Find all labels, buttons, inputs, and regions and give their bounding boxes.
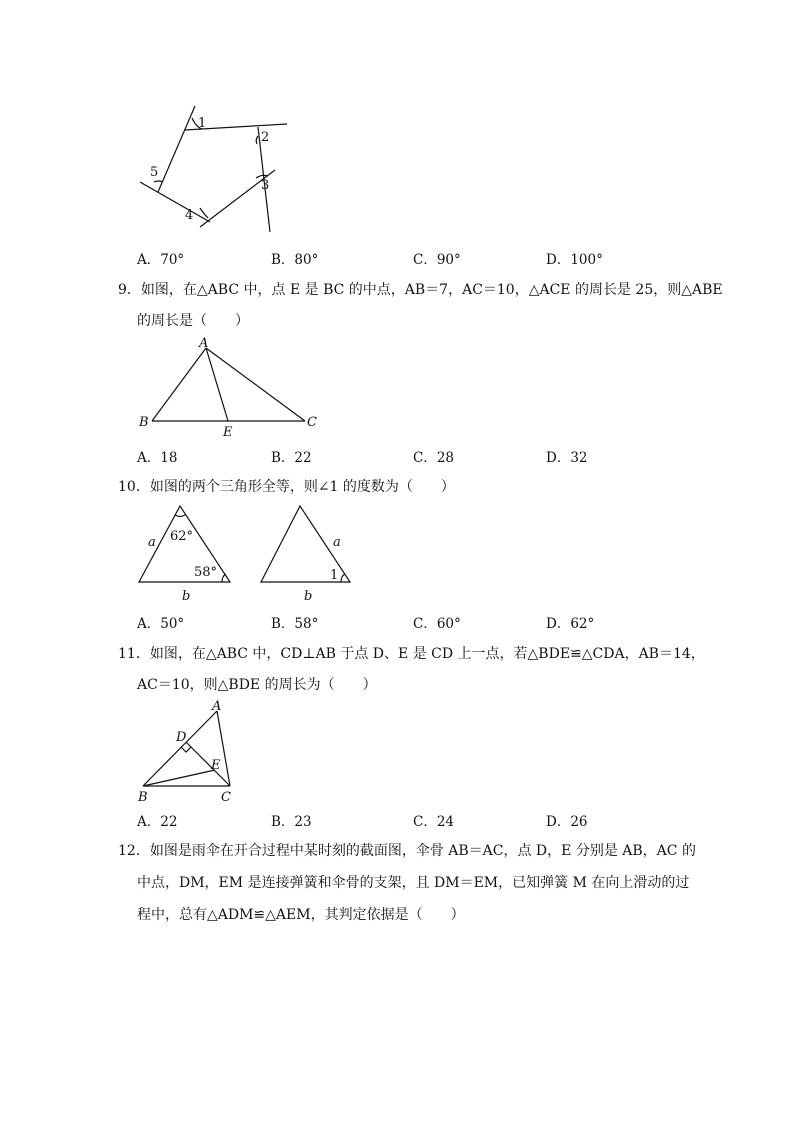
q8-label-3: 3 xyxy=(261,178,270,193)
q8-pentagon-figure xyxy=(130,100,300,235)
q9-triangle-figure xyxy=(130,334,330,442)
q11-label-d: D xyxy=(176,730,187,745)
q10-right-angle1-arc xyxy=(341,574,345,582)
q8-label-1: 1 xyxy=(198,116,207,131)
q10-option-d: D．62° xyxy=(546,616,595,632)
q12-text-line3: 程中，总有△ADM≌△AEM，其判定依据是（ ） xyxy=(137,907,465,923)
q11-text-line1: 11．如图，在△ABC 中，CD⊥AB 于点 D、E 是 CD 上一点，若△BDE≌△CDA，AB＝14， xyxy=(118,646,705,662)
q9-option-d: D．32 xyxy=(546,450,588,466)
q10-right-label-b: b xyxy=(304,589,313,604)
q8-label-4: 4 xyxy=(185,208,194,223)
q11-option-d: D．26 xyxy=(546,814,588,830)
q11-label-b: B xyxy=(138,790,148,805)
q8-option-b: B．80° xyxy=(271,252,319,268)
q12-text-line2: 中点，DM，EM 是连接弹簧和伞骨的支架，且 DM＝EM，已知弹簧 M 在向上滑动的过 xyxy=(137,875,690,891)
q11-option-b: B．23 xyxy=(271,814,312,830)
q10-text-line1: 10．如图的两个三角形全等，则∠1 的度数为（ ） xyxy=(118,479,455,495)
q8-label-2: 2 xyxy=(261,130,270,145)
q12-text-line1: 12．如图是雨伞在开合过程中某时刻的截面图，伞骨 AB＝AC，点 D，E 分别是 AB，AC 的 xyxy=(118,843,696,859)
q10-label-angle1: 1 xyxy=(330,568,339,583)
q11-text-line2: AC＝10，则△BDE 的周长为（ ） xyxy=(137,677,377,693)
q11-label-c: C xyxy=(221,790,231,805)
q9-option-c: C．28 xyxy=(413,450,455,466)
q9-label-e: E xyxy=(223,425,233,440)
q11-option-a: A．22 xyxy=(137,814,178,830)
q10-label-62: 62° xyxy=(170,529,194,544)
q10-option-c: C．60° xyxy=(413,616,461,632)
q11-triangle-figure xyxy=(130,697,250,805)
q9-median-ae xyxy=(206,348,228,421)
q11-label-a: A xyxy=(212,699,222,714)
q9-side-ac xyxy=(206,348,305,421)
q9-side-ab xyxy=(152,348,206,421)
q10-label-58: 58° xyxy=(194,565,218,580)
q11-side-ab xyxy=(143,711,217,786)
q8-option-a: A．70° xyxy=(137,252,185,268)
q9-option-a: A．18 xyxy=(137,450,178,466)
q11-option-c: C．24 xyxy=(413,814,455,830)
q8-angle-arc-2 xyxy=(256,136,258,144)
q9-text-line1: 9．如图，在△ABC 中，点 E 是 BC 的中点，AB＝7，AC＝10，△ACE 的周长是 25，则△ABE xyxy=(118,282,723,298)
q10-left-label-b: b xyxy=(182,589,191,604)
q8-option-d: D．100° xyxy=(546,252,603,268)
q10-option-b: B．58° xyxy=(271,616,319,632)
q11-segment-be xyxy=(143,770,215,786)
q9-label-c: C xyxy=(307,415,317,430)
q8-line-bottom xyxy=(140,182,210,222)
q11-label-e: E xyxy=(211,758,221,773)
q10-option-a: A．50° xyxy=(137,616,185,632)
q8-label-5: 5 xyxy=(150,165,159,180)
q10-right-label-a: a xyxy=(333,535,341,550)
q9-text-line2: 的周长是（ ） xyxy=(137,313,249,329)
q8-angle-arc-5 xyxy=(154,181,163,182)
q11-right-angle-mark xyxy=(181,747,191,752)
q8-option-c: C．90° xyxy=(413,252,461,268)
q9-label-a: A xyxy=(199,336,209,351)
q10-left-top-arc xyxy=(175,515,185,517)
q10-left-label-a: a xyxy=(148,535,156,550)
q8-line-left xyxy=(158,106,195,192)
q10-triangles-figure xyxy=(130,500,360,606)
q9-option-b: B．22 xyxy=(271,450,312,466)
q9-label-b: B xyxy=(139,415,149,430)
